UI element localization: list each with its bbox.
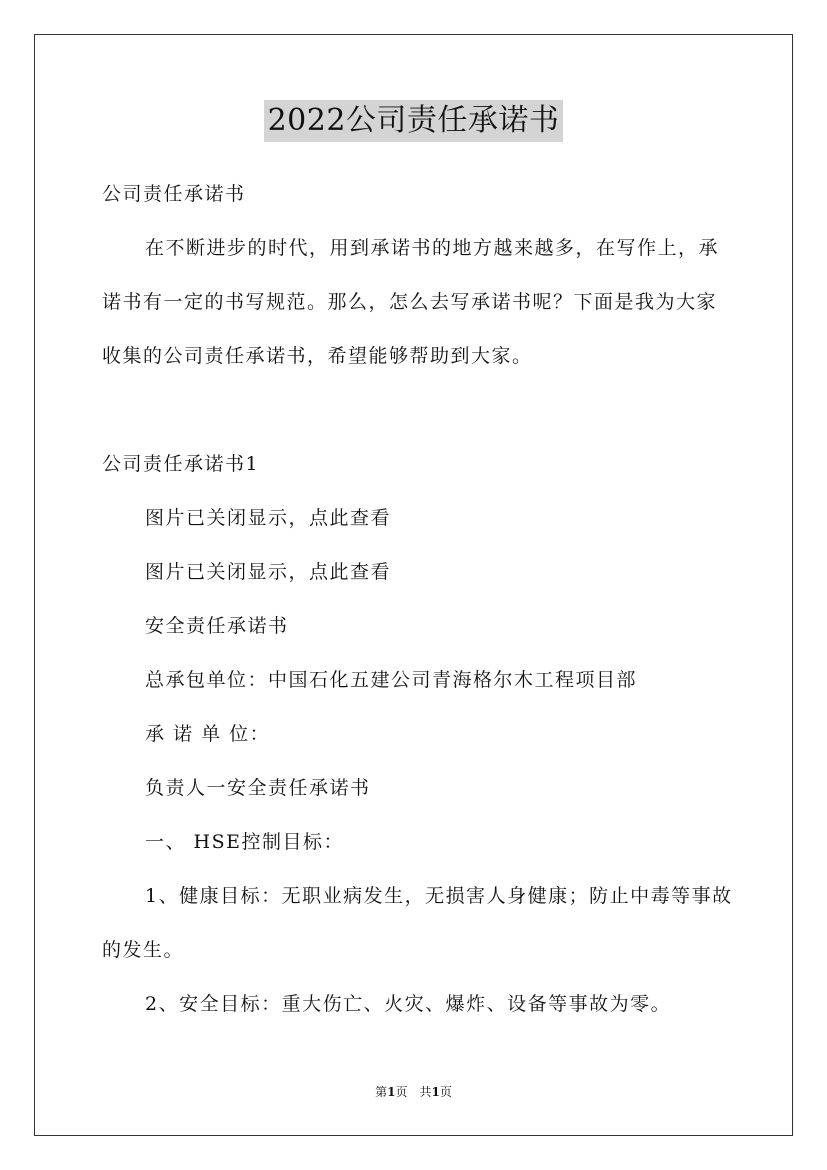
contractor-line: 总承包单位：中国石化五建公司青海格尔木工程项目部	[145, 669, 638, 691]
responsible-person-line: 负责人一安全责任承诺书	[145, 777, 371, 799]
intro-line-1: 在不断进步的时代，用到承诺书的地方越来越多，在写作上，承	[145, 237, 720, 259]
footer-suffix: 页	[439, 1085, 452, 1099]
hse-goals-heading: 一、 HSE控制目标：	[145, 831, 344, 853]
image-placeholder-link[interactable]: 图片已关闭显示，点此查看	[145, 507, 392, 529]
footer-mid: 页 共	[395, 1085, 432, 1099]
intro-line-3: 收集的公司责任承诺书，希望能够帮助到大家。	[102, 345, 533, 367]
safety-heading: 安全责任承诺书	[145, 615, 289, 637]
health-goal-line-2: 的发生。	[102, 939, 185, 961]
safety-goal-line: 2、安全目标：重大伤亡、火灾、爆炸、设备等事故为零。	[145, 993, 672, 1015]
document-title: 2022公司责任承诺书	[264, 100, 564, 142]
footer-prefix: 第	[375, 1085, 388, 1099]
footer-current-page: 1	[387, 1085, 396, 1099]
page-footer	[0, 1083, 827, 1101]
intro-line-2: 诺书有一定的书写规范。那么，怎么去写承诺书呢？下面是我为大家	[102, 291, 718, 313]
health-goal-line-1: 1、健康目标：无职业病发生，无损害人身健康；防止中毒等事故	[145, 885, 733, 907]
subsection-heading: 公司责任承诺书1	[102, 453, 260, 475]
committing-unit-line: 承 诺 单 位：	[145, 723, 271, 745]
footer-total-pages: 1	[431, 1085, 440, 1099]
section-heading: 公司责任承诺书	[102, 183, 246, 205]
image-placeholder-link[interactable]: 图片已关闭显示，点此查看	[145, 561, 392, 583]
title-container	[0, 100, 827, 142]
